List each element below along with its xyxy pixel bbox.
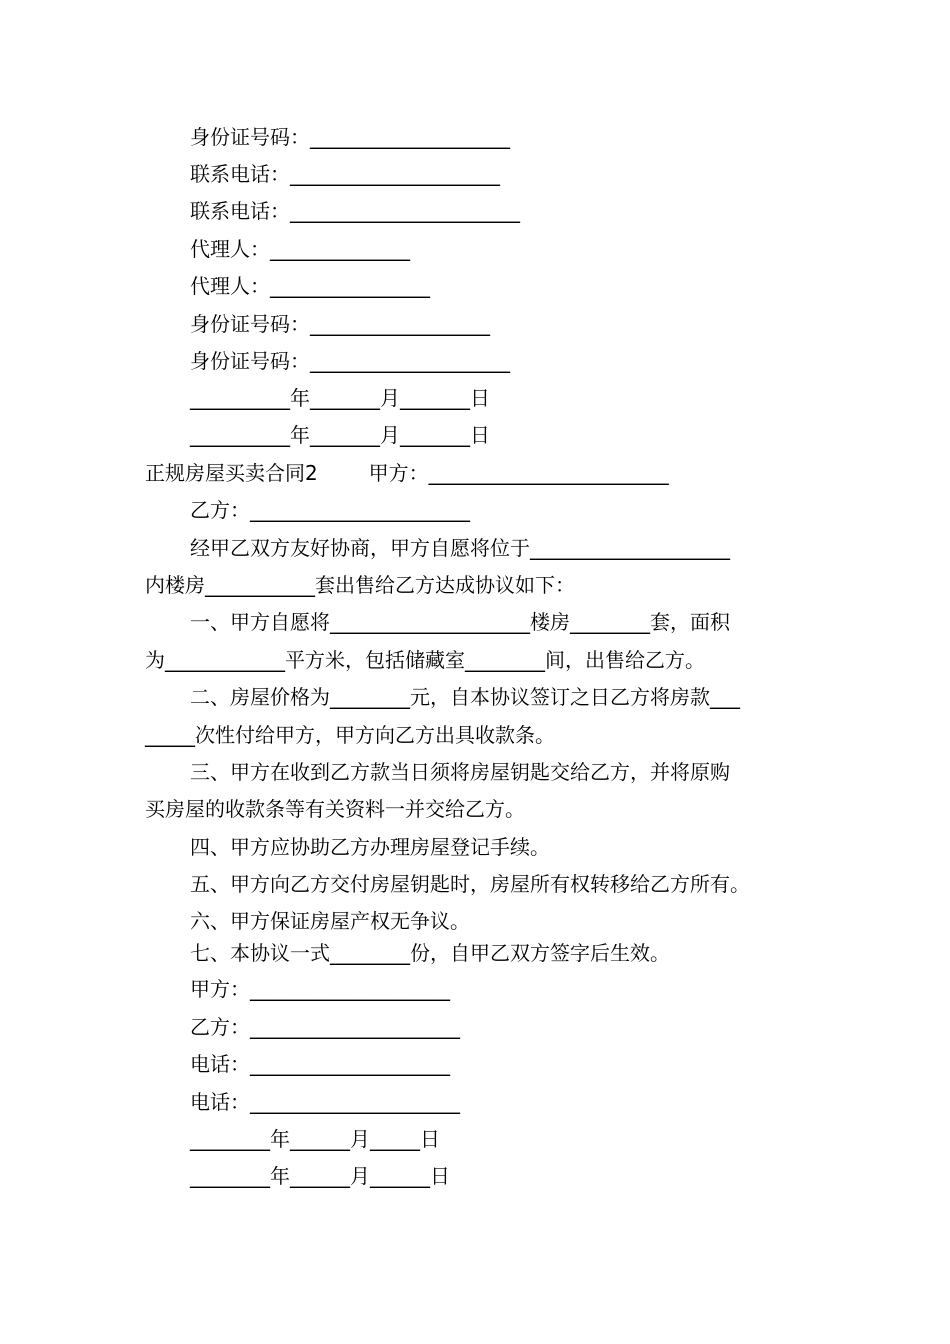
phone-line-2: 电话：_____________________: [190, 1090, 460, 1114]
agent-line-2: 代理人：________________: [190, 274, 430, 298]
clause-5: 五、甲方向乙方交付房屋钥匙时，房屋所有权转移给乙方所有。: [190, 872, 750, 896]
party-b-line: 乙方：______________________: [190, 498, 470, 522]
clause-3-line-1: 三、甲方在收到乙方款当日须将房屋钥匙交给乙方，并将原购: [190, 760, 730, 784]
intro-paragraph-line-2: 内楼房___________套出售给乙方达成协议如下：: [145, 573, 575, 597]
contact-phone-line-2: 联系电话：_______________________: [190, 199, 520, 223]
date-line-4: ________年______月______日: [190, 1164, 450, 1188]
contract-title-party-a: 正规房屋买卖合同2 甲方：________________________: [145, 461, 669, 485]
date-line-3: ________年______月_____日: [190, 1127, 440, 1151]
clause-1-line-1: 一、甲方自愿将____________________楼房________套，面积: [190, 610, 730, 634]
id-number-line-3: 身份证号码：____________________: [190, 349, 510, 373]
clause-2-line-2: _____次性付给甲方，甲方向乙方出具收款条。: [145, 723, 555, 747]
date-line-1: __________年_______月_______日: [190, 386, 490, 410]
clause-6: 六、甲方保证房屋产权无争议。: [190, 909, 470, 933]
phone-line-1: 电话：____________________: [190, 1052, 450, 1076]
contact-phone-line-1: 联系电话：_____________________: [190, 162, 500, 186]
intro-paragraph-line-1: 经甲乙双方友好协商，甲方自愿将位于____________________: [190, 536, 730, 560]
clause-3-line-2: 买房屋的收款条等有关资料一并交给乙方。: [145, 797, 525, 821]
date-line-2: __________年_______月_______日: [190, 423, 490, 447]
clause-1-line-2: 为____________平方米，包括储藏室________间，出售给乙方。: [145, 648, 705, 672]
clause-2-line-1: 二、房屋价格为________元，自本协议签订之日乙方将房款___: [190, 685, 740, 709]
id-number-line-1: 身份证号码：____________________: [190, 125, 510, 149]
id-number-line-2: 身份证号码：__________________: [190, 312, 490, 336]
signature-party-b: 乙方：_____________________: [190, 1015, 460, 1039]
signature-party-a: 甲方：____________________: [190, 977, 450, 1001]
clause-4: 四、甲方应协助乙方办理房屋登记手续。: [190, 835, 550, 859]
agent-line-1: 代理人：______________: [190, 237, 410, 261]
clause-7: 七、本协议一式________份，自甲乙双方签字后生效。: [190, 941, 670, 965]
